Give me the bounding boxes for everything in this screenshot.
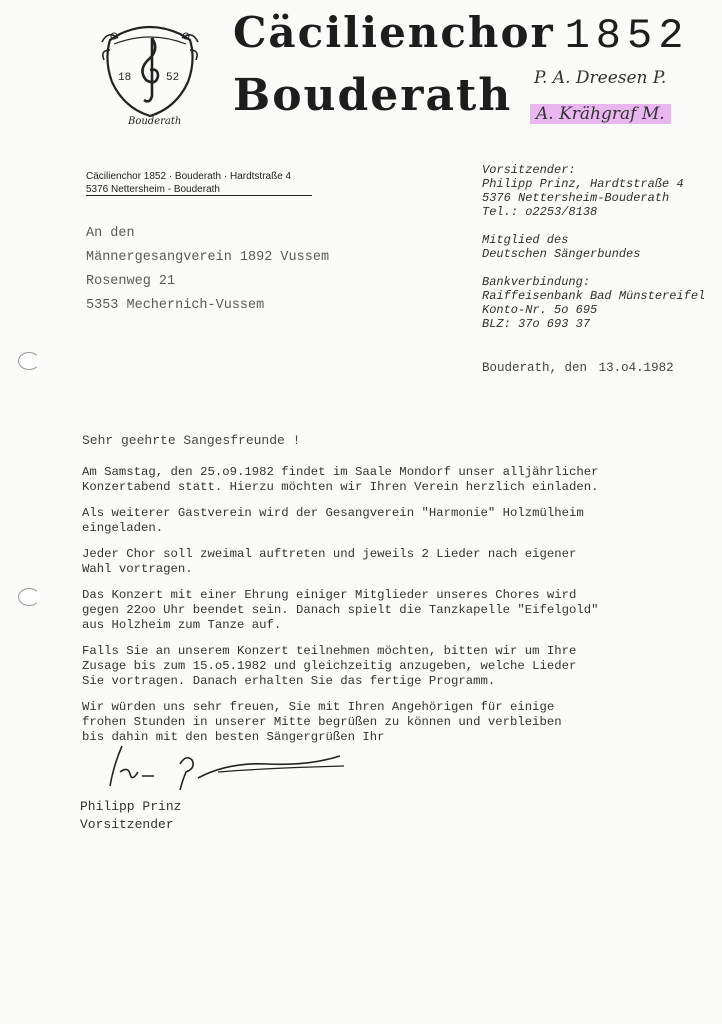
choir-place-heading: Bouderath [233, 70, 513, 121]
recipient-line-4: 5353 Mechernich-Vussem [86, 298, 265, 313]
paragraph-3-line-2: Wahl vortragen. [82, 562, 193, 576]
recipient-address [86, 222, 329, 318]
paragraph-5-line-2: Zusage bis zum 15.o5.1982 und gleichzeitig anzugeben, welche Lieder [82, 659, 577, 673]
signer-name: Philipp Prinz [80, 799, 182, 814]
paragraph-1-line-1: Am Samstag, den 25.o9.1982 findet im Saale Mondorf unser alljährlicher [82, 465, 599, 479]
date-prefix: den [564, 361, 588, 375]
membership-block [482, 233, 705, 261]
choir-founding-year: 1852 [564, 12, 690, 60]
choir-name: Cäcilienchor [233, 8, 555, 57]
closing-block [80, 798, 181, 834]
recipient-line-1: An den [86, 226, 135, 241]
date-place: Bouderath, [482, 361, 558, 375]
salutation: Sehr geehrte Sangesfreunde ! [82, 433, 301, 448]
paragraph-1-line-2: Konzertabend statt. Hierzu möchten wir Ihren Verein herzlich einladen. [82, 480, 599, 494]
punch-hole-upper [18, 352, 40, 370]
paragraph-2-line-2: eingeladen. [82, 521, 164, 535]
paragraph-6-line-3: bis dahin mit den besten Sängergrüßen Ihr [82, 730, 385, 744]
chairman-name: Philipp Prinz, Hardtstraße 4 [482, 177, 684, 191]
bank-block [482, 275, 705, 331]
letter-date-line [482, 361, 674, 375]
bank-label: Bankverbindung: [482, 275, 591, 289]
recipient-line-2: Männergesangverein 1892 Vussem [86, 250, 330, 265]
bank-account: Konto-Nr. 5o 695 [482, 303, 598, 317]
recipient-line-3: Rosenweg 21 [86, 274, 176, 289]
paragraph-4 [82, 588, 722, 633]
sender-address [86, 170, 291, 196]
membership-line-1: Mitglied des [482, 233, 569, 247]
paragraph-5 [82, 644, 722, 689]
sender-line-1: Cäcilienchor 1852 · Bouderath · Hardtstraße 4 [86, 171, 292, 182]
chairman-city: 5376 Nettersheim-Bouderath [482, 191, 670, 205]
handwritten-note-1: P. A. Dreesen P. [534, 68, 667, 88]
handwritten-signature [108, 742, 348, 794]
paragraph-4-line-1: Das Konzert mit einer Ehrung einiger Mitglieder unseres Chores wird [82, 588, 577, 602]
letter-date: 13.o4.1982 [598, 361, 674, 375]
paragraph-6-line-2: frohen Stunden in unserer Mitte begrüßen zu können und verbleiben [82, 715, 562, 729]
letterhead-info-column [482, 163, 705, 345]
chairman-phone: Tel.: o2253/8138 [482, 205, 598, 219]
handwritten-note-2-highlighted: A. Krähgraf M. [530, 104, 671, 124]
bank-name: Raiffeisenbank Bad Münstereifel [482, 289, 706, 303]
paragraph-1 [82, 465, 722, 495]
paragraph-4-line-2: gegen 22oo Uhr beendet sein. Danach spielt die Tanzkapelle "Eifelgold" [82, 603, 599, 617]
choir-emblem-logo [100, 20, 200, 128]
paragraph-6 [82, 700, 722, 745]
logo-year-right: 52 [166, 72, 180, 84]
paragraph-3 [82, 547, 722, 577]
chairman-label: Vorsitzender: [482, 163, 576, 177]
choir-name-heading [233, 8, 689, 60]
paragraph-4-line-3: aus Holzheim zum Tanze auf. [82, 618, 282, 632]
chairman-block [482, 163, 705, 219]
sender-line-2: 5376 Nettersheim - Bouderath [86, 184, 220, 195]
paragraph-2-line-1: Als weiterer Gastverein wird der Gesangverein "Harmonie" Holzmülheim [82, 506, 584, 520]
paragraph-6-line-1: Wir würden uns sehr freuen, Sie mit Ihren Angehörigen für einige [82, 700, 555, 714]
bank-blz: BLZ: 37o 693 37 [482, 317, 591, 331]
punch-hole-lower [18, 588, 40, 606]
paragraph-5-line-3: Sie vortragen. Danach erhalten Sie das fertige Programm. [82, 674, 496, 688]
membership-line-2: Deutschen Sängerbundes [482, 247, 641, 261]
signer-title: Vorsitzender [80, 817, 174, 832]
paragraph-2 [82, 506, 722, 536]
paragraph-5-line-1: Falls Sie an unserem Konzert teilnehmen möchten, bitten wir um Ihre [82, 644, 577, 658]
paragraph-3-line-1: Jeder Chor soll zweimal auftreten und jeweils 2 Lieder nach eigener [82, 547, 577, 561]
logo-year-left: 18 [118, 72, 132, 84]
sender-divider [86, 195, 312, 196]
letter-body [82, 465, 722, 756]
logo-caption: Bouderath [128, 116, 182, 127]
